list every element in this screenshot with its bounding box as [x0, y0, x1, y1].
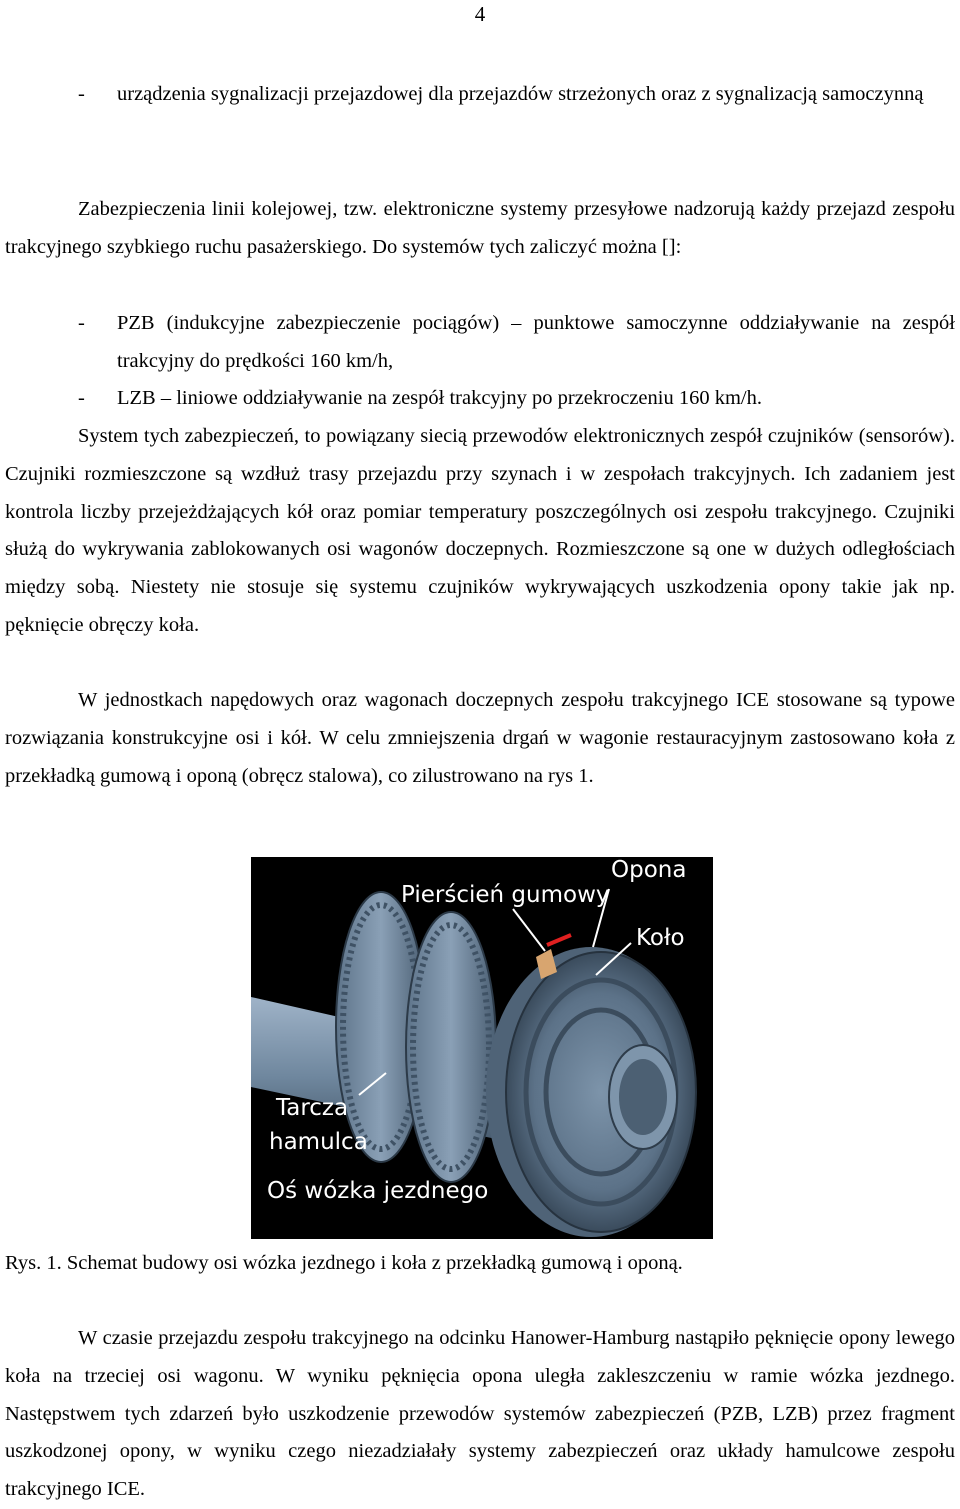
paragraph-4-text: W czasie przejazdu zespołu trakcyjnego na odcinku Hanower-Hamburg nastąpiło pęknięcie opony lewego koła na trzeciej osi wagonu. W wyniku pęknięcia opona uległa zakleszczeniu w ramie wózka jezdnego. Następstwem tych zdarzeń było uszkodzenie przewodów systemów zabezpieczeń (PZB, LZB) przez fragment uszkodzonej opony, w wyniku czego niezadziałały systemy zabezpieczeń oraz układy hamulcowe zespołu trakcyjnego ICE.	[5, 1327, 955, 1501]
paragraph-4	[5, 1320, 955, 1509]
list-marker: -	[78, 312, 85, 334]
label-pierscien-gumowy: Pierścień gumowy	[401, 882, 610, 908]
paragraph-3	[5, 682, 955, 795]
page-number: 4	[474, 2, 486, 26]
label-kolo: Koło	[636, 925, 685, 951]
list-marker: -	[78, 83, 85, 105]
paragraph-1	[5, 191, 955, 267]
paragraph-1-text: Zabezpieczenia linii kolejowej, tzw. elektroniczne systemy przesyłowe nadzorują każdy przejazd zespołu trakcyjnego szybkiego ruchu pasażerskiego. Do systemów tych zaliczyć można []:	[5, 198, 955, 258]
label-os-wozka: Oś wózka jezdnego	[267, 1178, 489, 1204]
list-item-lzb: LZB – liniowe oddziaływanie na zespół trakcyjny po przekroczeniu 160 km/h.	[117, 387, 762, 409]
figure-caption: Rys. 1. Schemat budowy osi wózka jezdnego i koła z przekładką gumową i oponą.	[5, 1252, 683, 1274]
label-tarcza: Tarcza	[276, 1095, 349, 1121]
label-opona: Opona	[611, 857, 687, 883]
paragraph-2	[5, 418, 955, 645]
list-marker: -	[78, 387, 85, 409]
intro-bullet-text: urządzenia sygnalizacji przejazdowej dla przejazdów strzeżonych oraz z sygnalizacją samoczynną	[117, 83, 924, 105]
wheel-axle-figure	[251, 857, 713, 1239]
label-hamulca: hamulca	[269, 1129, 368, 1155]
paragraph-3-text: W jednostkach napędowych oraz wagonach doczepnych zespołu trakcyjnego ICE stosowane są typowe rozwiązania konstrukcyjne osi i kół. W celu zmniejszenia drgań w wagonie restauracyjnym zastosowano koła z przekładką gumową i oponą (obręcz stalowa), co zilustrowano na rys 1.	[5, 689, 955, 787]
list-item-pzb: PZB (indukcyjne zabezpieczenie pociągów) – punktowe samoczynne oddziaływanie na zespół trakcyjny do prędkości 160 km/h,	[117, 312, 955, 372]
paragraph-2-text: System tych zabezpieczeń, to powiązany siecią przewodów elektronicznych zespół czujników (sensorów). Czujniki rozmieszczone są wzdłuż trasy przejazdu przy szynach i w zespołach trakcyjnych. Ich zadaniem jest kontrola liczby przejeżdżających kół oraz pomiar temperatury poszczególnych osi zespołu trakcyjnego. Czujniki służą do wykrywania zablokowanych osi wagonów doczepnych. Rozmieszczone są one w dużych odległościach między sobą. Niestety nie stosuje się systemu czujników wykrywających uszkodzenia opony takie jak np. pęknięcie obręczy koła.	[5, 425, 955, 636]
